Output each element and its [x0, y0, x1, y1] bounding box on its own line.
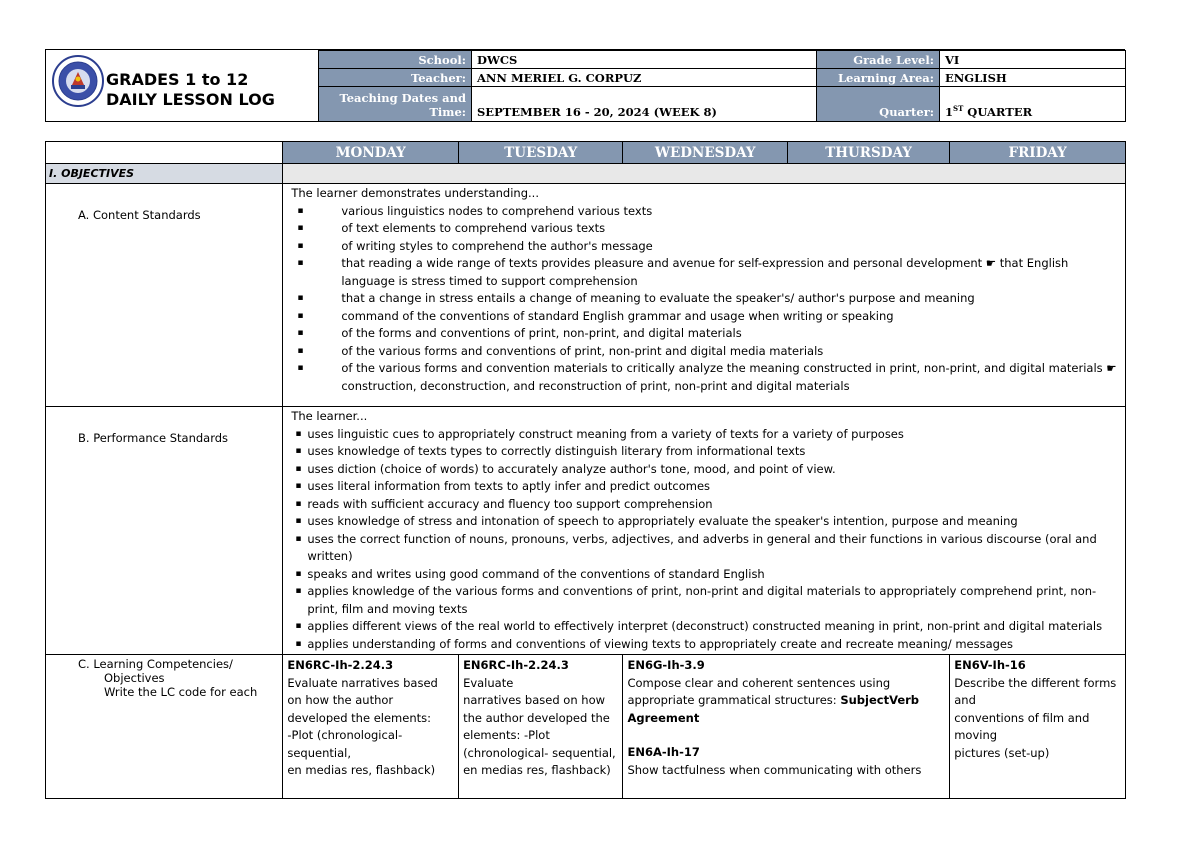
- list-item: ▪ uses literal information from texts to aptly infer and predict outcomes: [291, 478, 1117, 496]
- corner-cell: [46, 142, 283, 164]
- list-item: ▪ command of the conventions of standard English grammar and usage when writing or speaking: [291, 308, 1117, 326]
- lc-tuesday: [459, 655, 623, 799]
- lc-label-line-3: Write the LC code for each: [104, 685, 258, 699]
- lc-code: EN6A-Ih-17: [627, 745, 700, 759]
- header-block: [45, 49, 1125, 122]
- dates-value: SEPTEMBER 16 - 20, 2024 (WEEK 8): [472, 87, 817, 122]
- performance-standards-label: B. Performance Standards: [46, 407, 283, 655]
- day-header-thursday: THURSDAY: [787, 142, 949, 164]
- lc-friday: [950, 655, 1126, 799]
- list-item: ▪ that a change in stress entails a change of meaning to evaluate the speaker's/ author's purpose and meaning: [291, 290, 1117, 308]
- content-standards-cell: [283, 184, 1126, 407]
- lc-text-line: [627, 692, 945, 710]
- teacher-value: ANN MERIEL G. CORPUZ: [472, 69, 817, 87]
- lc-text: on how the author: [287, 693, 394, 707]
- quarter-label: Quarter:: [817, 87, 940, 122]
- list-item: ▪ of writing styles to comprehend the author's message: [291, 238, 1117, 256]
- school-value: DWCS: [472, 51, 817, 69]
- section-heading-objectives: I. OBJECTIVES: [46, 164, 283, 184]
- lc-text: the author developed the: [463, 710, 610, 725]
- section-fill: [283, 164, 1126, 184]
- list-item: ▪ uses diction (choice of words) to accurately analyze author's tone, mood, and point of view.: [291, 461, 1117, 479]
- list-item: ▪ applies understanding of forms and conventions of viewing texts to appropriately create and recreate meaning/ messages: [291, 636, 1117, 654]
- day-header-friday: FRIDAY: [950, 142, 1126, 164]
- lc-label-line-2: Objectives: [104, 671, 165, 685]
- lc-text: appropriate grammatical structures:: [627, 693, 841, 707]
- list-item: ▪ of the forms and conventions of print, non-print, and digital materials: [291, 325, 1117, 343]
- lc-text: Evaluate: [463, 675, 514, 690]
- lc-label-line-1: C. Learning Competencies/: [78, 657, 233, 671]
- performance-standards-cell: [283, 407, 1126, 655]
- list-item: ▪ uses knowledge of stress and intonation of speech to appropriately evaluate the speaker's intention, purpose and meaning: [291, 513, 1117, 531]
- lc-text-bold: SubjectVerb: [840, 693, 920, 707]
- content-standards-label: A. Content Standards: [46, 184, 283, 407]
- day-header-wednesday: WEDNESDAY: [623, 142, 787, 164]
- list-item: ▪ of text elements to comprehend various texts: [291, 220, 1117, 238]
- performance-standards-intro: The learner...: [291, 409, 368, 423]
- quarter-word: QUARTER: [967, 105, 1033, 119]
- dates-label-line-2: Time:: [429, 105, 466, 119]
- dates-label: [319, 87, 472, 122]
- lc-text: narratives based on how: [463, 693, 606, 707]
- lc-text: conventions of film and moving: [954, 710, 1090, 742]
- performance-standards-list: [291, 426, 1117, 654]
- document-title: [106, 70, 275, 110]
- quarter-value: [940, 87, 1126, 122]
- lesson-log-table: [45, 141, 1126, 799]
- lc-text: en medias res, flashback): [463, 763, 611, 777]
- lc-text: developed the elements:: [287, 710, 431, 725]
- list-item: ▪ of the various forms and convention materials to critically analyze the meaning constructed in print, non-print, and digital materials ☛ construction, deconstruction, and reconstruction of print, non-print and digital materials: [291, 360, 1117, 395]
- quarter-suffix: ST: [953, 104, 964, 114]
- brand: [46, 50, 318, 121]
- lc-code: EN6RC-Ih-2.24.3: [463, 658, 569, 672]
- quarter-number: 1: [945, 105, 954, 119]
- lc-text: elements: -Plot: [463, 728, 550, 742]
- list-item: ▪ reads with sufficient accuracy and fluency too support comprehension: [291, 496, 1117, 514]
- dates-label-line-1: Teaching Dates and: [339, 91, 466, 105]
- lc-text: sequential,: [287, 745, 351, 760]
- content-standards-intro: The learner demonstrates understanding...: [291, 186, 539, 200]
- title-line-2: DAILY LESSON LOG: [106, 90, 275, 109]
- lc-text: Show tactfulness when communicating with others: [627, 762, 922, 777]
- lc-text: en medias res, flashback): [287, 763, 436, 777]
- lc-text: (chronological- sequential,: [463, 745, 616, 760]
- lc-monday: [283, 655, 459, 799]
- list-item: ▪ uses the correct function of nouns, pronouns, verbs, adjectives, and adverbs in general and their functions in various discourse (oral and written): [291, 531, 1117, 566]
- list-item: ▪ applies knowledge of the various forms and conventions of print, non-print and digital materials to appropriately comprehend print, non-print, film and moving texts: [291, 583, 1117, 618]
- lc-code: EN6RC-Ih-2.24.3: [287, 658, 394, 672]
- lc-text: Describe the different forms and: [954, 675, 1117, 707]
- area-value: ENGLISH: [940, 69, 1126, 87]
- learning-competencies-label: [46, 655, 283, 799]
- list-item: ▪ uses linguistic cues to appropriately construct meaning from a variety of texts for a variety of purposes: [291, 426, 1117, 444]
- lc-wednesday-thursday: [623, 655, 950, 799]
- lc-text: Evaluate narratives based: [287, 675, 438, 690]
- day-header-monday: MONDAY: [283, 142, 459, 164]
- lc-text: Compose clear and coherent sentences using: [627, 675, 891, 690]
- area-label: Learning Area:: [817, 69, 940, 87]
- lc-code: EN6V-Ih-16: [954, 658, 1026, 672]
- grade-label: Grade Level:: [817, 51, 940, 69]
- list-item: ▪ speaks and writes using good command of the conventions of standard English: [291, 566, 1117, 584]
- lc-code: EN6G-Ih-3.9: [627, 658, 705, 672]
- lc-text: pictures (set-up): [954, 745, 1050, 760]
- lc-text: -Plot (chronological-: [287, 728, 403, 742]
- header-info-table: [318, 50, 1126, 122]
- teacher-label: Teacher:: [319, 69, 472, 87]
- lc-text-bold: Agreement: [627, 710, 700, 725]
- day-header-tuesday: TUESDAY: [459, 142, 623, 164]
- title-line-1: GRADES 1 to 12: [106, 70, 249, 89]
- content-standards-list: [291, 203, 1117, 396]
- list-item: ▪ applies different views of the real world to effectively interpret (deconstruct) constructed meaning in print, non-print and digital materials: [291, 618, 1117, 636]
- list-item: ▪ that reading a wide range of texts provides pleasure and avenue for self-expression and personal development ☛ that English language is stress timed to support comprehension: [291, 255, 1117, 290]
- list-item: ▪ various linguistics nodes to comprehend various texts: [291, 203, 1117, 221]
- school-label: School:: [319, 51, 472, 69]
- grade-value: VI: [940, 51, 1126, 69]
- lc-first-line: [463, 657, 618, 692]
- list-item: ▪ of the various forms and conventions of print, non-print and digital media materials: [291, 343, 1117, 361]
- deped-seal-icon: [52, 55, 104, 107]
- list-item: ▪ uses knowledge of texts types to correctly distinguish literary from informational texts: [291, 443, 1117, 461]
